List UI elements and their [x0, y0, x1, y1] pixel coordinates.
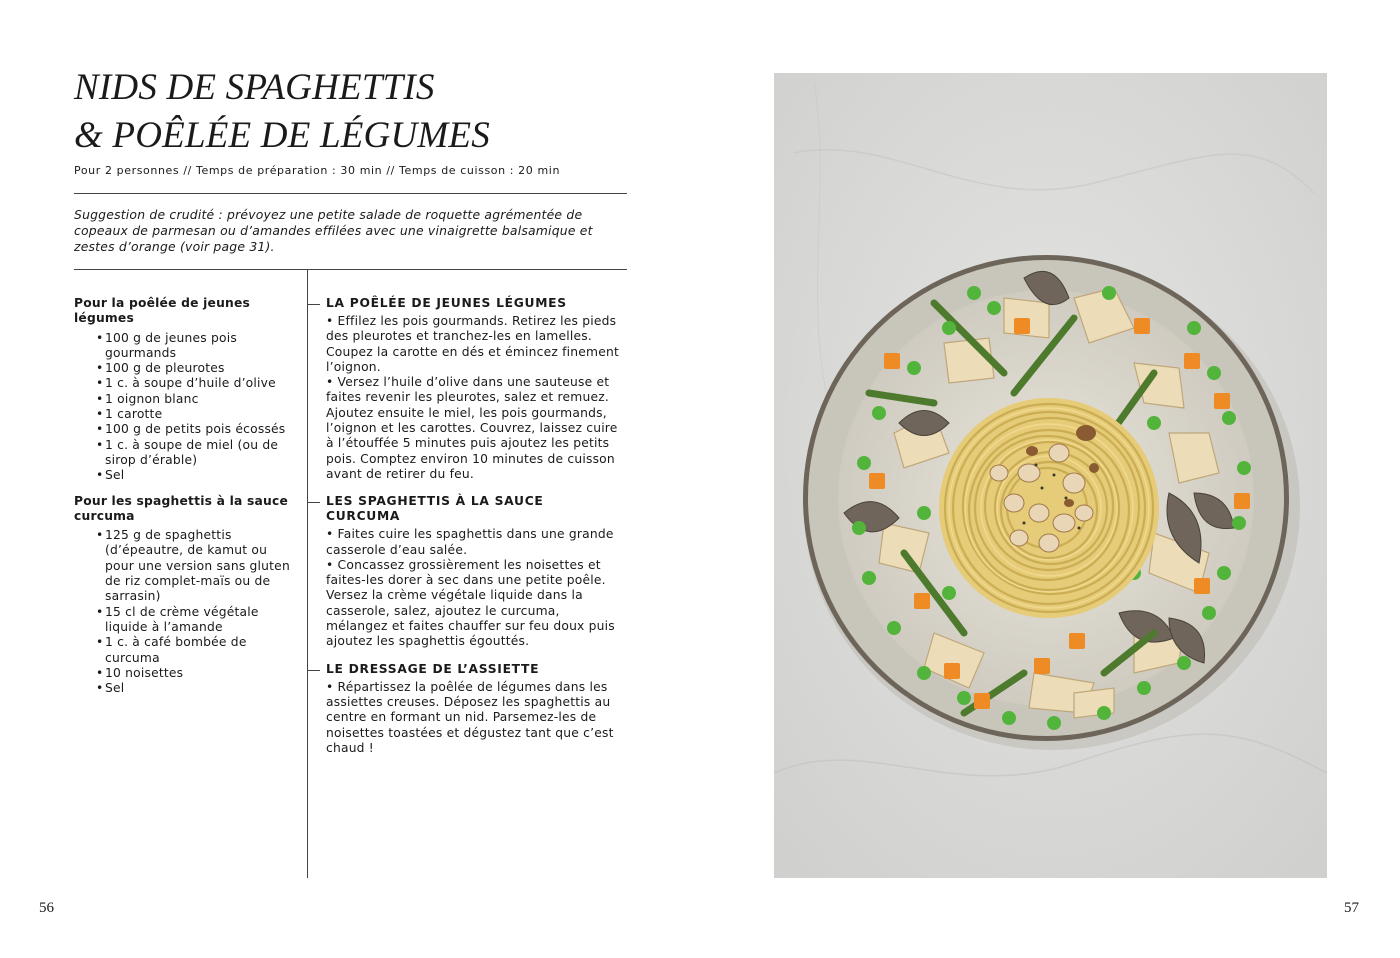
- recipe-title: [74, 64, 634, 160]
- step-section: [326, 662, 622, 756]
- step-heading: LE DRESSAGE DE L’ASSIETTE: [326, 661, 540, 676]
- step-text: • Effilez les pois gourmands. Retirez les pieds des pleurotes et tranchez-les en lamelles. Coupez la carotte en dés et émincez finement l’oignon. • Versez l’huile d’olive dans une sauteuse et faites revenir les pleurotes, salez et remuez. Ajoutez ensuite le miel, les pois gourmands, l’oignon et les carottes. Couvrez, laissez cuire à l’étouffée 5 minutes puis ajoutez les petits pois. Comptez environ 10 minutes de cuisson avant de retirer du feu.: [326, 314, 619, 481]
- ingredient-item: • 1 c. à soupe de miel (ou de sirop d’érable): [96, 438, 294, 469]
- divider-top: [74, 193, 627, 194]
- title-line-1: NIDS DE SPAGHETTIS: [74, 67, 435, 108]
- divider-middle: [74, 269, 627, 270]
- suggestion-text: Suggestion de crudité : prévoyez une petite salade de roquette agrémentée de copeaux de parmesan ou d’amandes effilées avec une vinaigrette balsamique et zestes d’orange (voir page 31).: [74, 207, 593, 254]
- ingredient-list: [74, 331, 294, 484]
- ingredient-item: • 10 noisettes: [96, 666, 294, 681]
- ingredient-group: [74, 296, 294, 484]
- ingredient-list: [74, 528, 294, 696]
- ingredient-item: • 1 c. à café bombée de curcuma: [96, 635, 294, 666]
- step-text: • Répartissez la poêlée de légumes dans les assiettes creuses. Déposez les spaghettis au centre en formant un nid. Parsemez-les de noisettes toastées et dégustez tant que c’est chaud !: [326, 679, 614, 755]
- section-tick: [307, 502, 320, 503]
- steps-column: [326, 296, 622, 768]
- ingredients-column: [74, 296, 294, 706]
- ingredient-item: • 100 g de pleurotes: [96, 361, 294, 376]
- ingredient-group: [74, 494, 294, 697]
- recipe-meta: Pour 2 personnes // Temps de préparation : 30 min // Temps de cuisson : 20 min: [74, 164, 561, 177]
- ingredient-item: • 100 g de petits pois écossés: [96, 422, 294, 437]
- step-section: [326, 494, 622, 649]
- ingredient-item: • 1 oignon blanc: [96, 392, 294, 407]
- step-text: • Faites cuire les spaghettis dans une grande casserole d’eau salée. • Concassez grossièrement les noisettes et faites-les dorer à sec dans une petite poêle. Versez la crème végétale liquide dans la casserole, salez, ajoutez le curcuma, mélangez et faites chauffer sur feu doux puis ajoutez les spaghettis égouttés.: [326, 527, 615, 649]
- ingredient-item: • 1 carotte: [96, 407, 294, 422]
- ingredient-item: • 1 c. à soupe d’huile d’olive: [96, 376, 294, 391]
- ingredient-item: • 100 g de jeunes pois gourmands: [96, 331, 294, 362]
- ingredient-group-heading: Pour la poêlée de jeunes légumes: [74, 296, 251, 326]
- step-heading: LA POÊLÉE DE JEUNES LÉGUMES: [326, 296, 567, 310]
- ingredient-item: • 125 g de spaghettis (d’épeautre, de kamut ou pour une version sans gluten de riz complet-maïs ou de sarrasin): [96, 528, 294, 604]
- section-tick: [307, 670, 320, 671]
- step-section: [326, 296, 622, 482]
- section-tick: [307, 304, 320, 305]
- step-heading: LES SPAGHETTIS À LA SAUCE CURCUMA: [326, 494, 544, 524]
- title-line-2: & POÊLÉE DE LÉGUMES: [74, 115, 490, 156]
- ingredient-item: • Sel: [96, 468, 294, 483]
- column-divider: [307, 270, 308, 878]
- ingredient-item: • Sel: [96, 681, 294, 696]
- spaghetti-nest: [939, 398, 1159, 618]
- page-number-right: 57: [1344, 900, 1359, 916]
- ingredient-group-heading: Pour les spaghettis à la sauce curcuma: [74, 493, 288, 523]
- dish-photo: [774, 73, 1327, 878]
- page-number-left: 56: [39, 900, 54, 916]
- dish-photo-illustration: [774, 73, 1327, 878]
- ingredient-item: • 15 cl de crème végétale liquide à l’amande: [96, 605, 294, 636]
